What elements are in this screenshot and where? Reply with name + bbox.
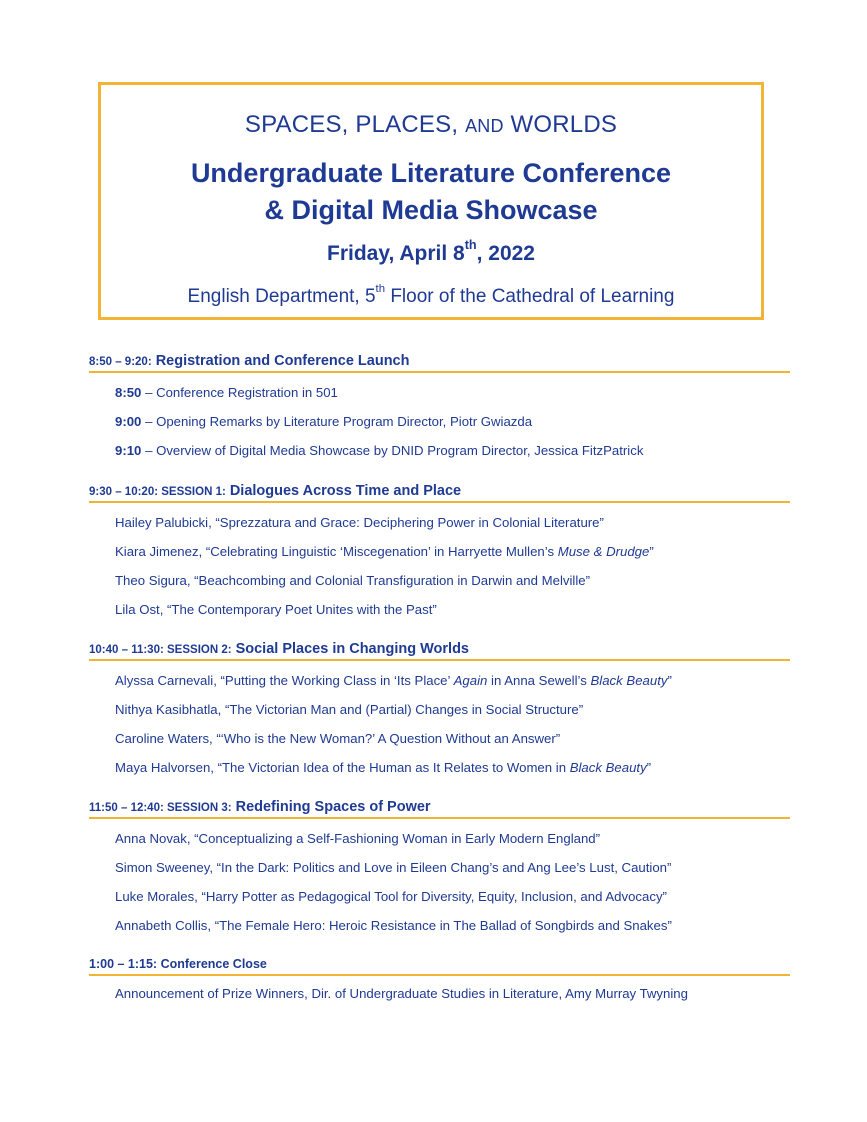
- presentation-item: Annabeth Collis, “The Female Hero: Heroic Resistance in The Ballad of Songbirds and Snakes”: [115, 918, 672, 933]
- presentation-item: Lila Ost, “The Contemporary Poet Unites with the Past”: [115, 602, 437, 617]
- presentation-item: Nithya Kasibhatla, “The Victorian Man and (Partial) Changes in Social Structure”: [115, 702, 584, 717]
- presentation-item: Hailey Palubicki, “Sprezzatura and Grace: Deciphering Power in Colonial Literature”: [115, 515, 604, 530]
- section-heading-session-2: 10:40 – 11:30: SESSION 2: Social Places in Changing Worlds: [89, 641, 790, 661]
- presentation-item: Alyssa Carnevali, “Putting the Working Class in ‘Its Place’ Again in Anna Sewell’s Black Beauty”: [115, 673, 672, 688]
- presentation-item: Caroline Waters, “‘Who is the New Woman?’ A Question Without an Answer”: [115, 731, 561, 746]
- title-box: [98, 82, 764, 320]
- presentation-item: Kiara Jimenez, “Celebrating Linguistic ‘Miscegenation’ in Harryette Mullen’s Muse & Drudge”: [115, 544, 654, 559]
- presentation-item: Anna Novak, “Conceptualizing a Self-Fashioning Woman in Early Modern England”: [115, 831, 601, 846]
- section-heading-session-1: 9:30 – 10:20: SESSION 1: Dialogues Across Time and Place: [89, 483, 790, 503]
- section-heading-session-3: 11:50 – 12:40: SESSION 3: Redefining Spaces of Power: [89, 799, 790, 819]
- section-heading-conference-close: 1:00 – 1:15: Conference Close: [89, 956, 790, 976]
- conference-title: Undergraduate Literature Conference & Digital Media Showcase: [190, 158, 672, 225]
- series-title: SPACES, PLACES, AND WORLDS: [244, 111, 618, 138]
- presentation-item: Simon Sweeney, “In the Dark: Politics and Love in Eileen Chang’s and Ang Lee’s Lust, Caution”: [115, 860, 672, 875]
- schedule-item: 9:10 – Overview of Digital Media Showcase by DNID Program Director, Jessica FitzPatrick: [115, 443, 644, 458]
- schedule-item: 9:00 – Opening Remarks by Literature Program Director, Piotr Gwiazda: [115, 414, 533, 429]
- closing-item: Announcement of Prize Winners, Dir. of Undergraduate Studies in Literature, Amy Murray Twyning: [115, 986, 688, 1001]
- conference-date: Friday, April 8th, 2022: [327, 238, 535, 265]
- presentation-item: Maya Halvorsen, “The Victorian Idea of the Human as It Relates to Women in Black Beauty”: [115, 760, 652, 775]
- conference-venue: English Department, 5th Floor of the Cathedral of Learning: [187, 282, 675, 307]
- section-heading-registration: 8:50 – 9:20: Registration and Conference Launch: [89, 353, 790, 373]
- presentation-item: Luke Morales, “Harry Potter as Pedagogical Tool for Diversity, Equity, Inclusion, and Advocacy”: [115, 889, 667, 904]
- schedule-item: 8:50 – Conference Registration in 501: [115, 385, 338, 400]
- presentation-item: Theo Sigura, “Beachcombing and Colonial Transfiguration in Darwin and Melville”: [115, 573, 590, 588]
